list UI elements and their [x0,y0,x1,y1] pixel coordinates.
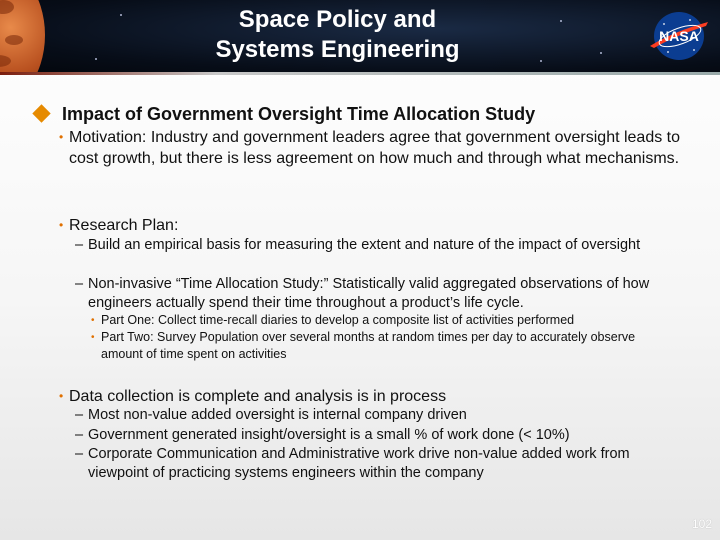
bullet-icon: • [59,130,64,144]
data-collection-subitem [75,426,690,445]
title-line-1: Space Policy and [238,6,437,33]
data-collection-subitem [75,445,690,483]
research-plan-subitem-text: Non-invasive “Time Allocation Study:” Statistically valid aggregated observations of how engineers actually spend their time throughout a product’s life cycle. [88,276,650,311]
data-collection-subitem [75,406,690,425]
motivation-text: Motivation: Industry and government leaders agree that government oversight leads to cost growth, but there is less agreement on how much and through what mechanisms. [69,129,681,167]
motivation-item [59,127,699,169]
research-plan-part [91,329,671,363]
data-collection-subitem-text: Most non-value added oversight is internal company driven [88,407,467,423]
research-plan-subitem [75,236,690,255]
dash-icon: – [75,276,84,292]
title-line-2: Systems Engineering [215,36,460,63]
bullet-icon: • [91,315,95,326]
research-plan-part [91,312,671,329]
page-number: 102 [691,517,712,531]
research-plan-label: Research Plan: [69,217,179,234]
data-collection-item [59,386,699,407]
nasa-logo-text: NASA [659,28,699,44]
dash-icon: – [75,237,84,253]
research-plan-subitem-text: Build an empirical basis for measuring the extent and nature of the impact of oversight [88,237,641,253]
data-collection-subitem-text: Corporate Communication and Administrative work drive non-value added work from viewpoint of practicing systems engineers within the company [88,446,630,481]
bullet-icon: • [59,389,64,403]
data-collection-label: Data collection is complete and analysis is in process [69,388,447,405]
data-collection-subitem-text: Government generated insight/oversight is a small % of work done (< 10%) [88,427,570,443]
dash-icon: – [75,407,84,423]
research-plan-part-text: Part Two: Survey Population over several months at random times per day to accurately observe amount of time spent on activities [101,330,636,361]
bullet-icon: • [91,332,95,343]
bullet-icon: • [59,218,64,232]
section-heading: Impact of Government Oversight Time Allocation Study [62,104,536,124]
dash-icon: – [75,427,84,443]
research-plan-item [59,215,699,236]
research-plan-subitem [75,275,690,313]
research-plan-part-text: Part One: Collect time-recall diaries to develop a composite list of activities performed [101,313,575,327]
dash-icon: – [75,446,84,462]
